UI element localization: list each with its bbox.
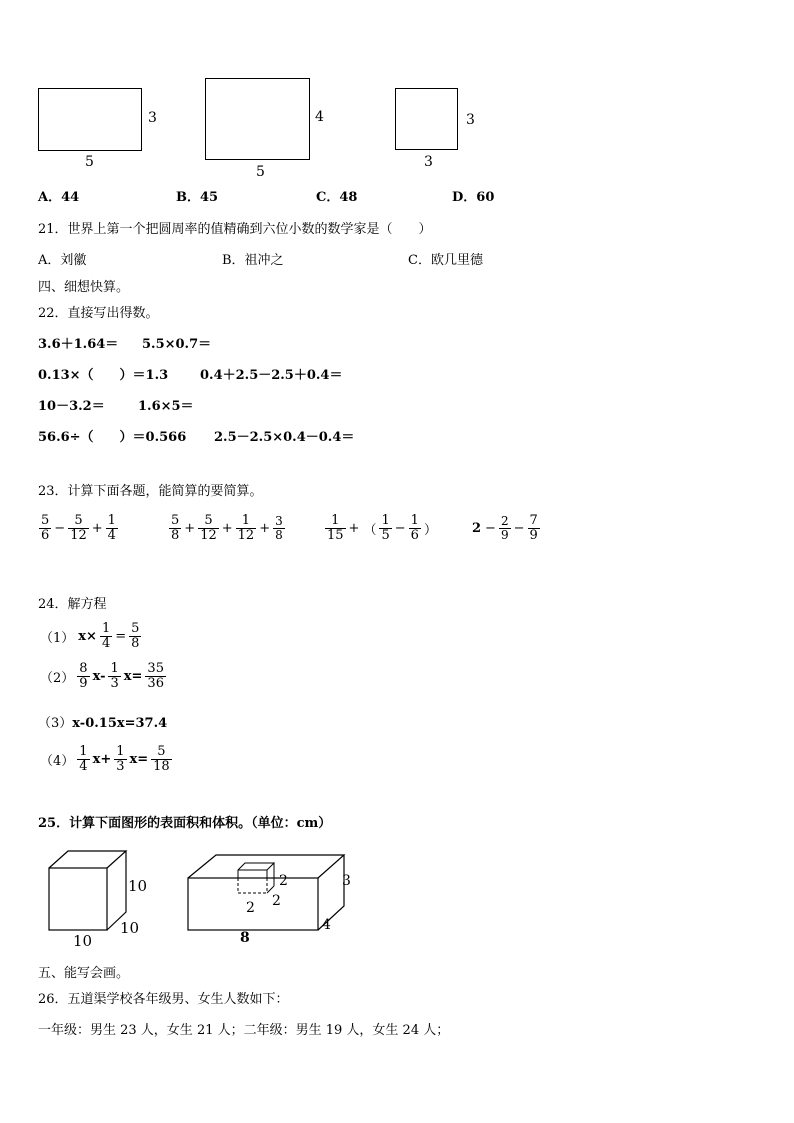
q22-r2-c2: 0.4＋2.5－2.5＋0.4＝ (200, 368, 343, 383)
q21-option-a[interactable]: A．刘徽 (38, 253, 87, 268)
q25-title: 25．计算下面图形的表面积和体积。（单位：cm） (38, 816, 332, 831)
box-figure (188, 855, 344, 930)
q20-option-c[interactable]: C．48 (316, 190, 358, 205)
q22-r3-c1: 10－3.2＝ (38, 399, 105, 414)
cube-depth-label: 10 (120, 919, 140, 937)
q21-option-c[interactable]: C．欧几里德 (408, 253, 483, 268)
box-length-label: 8 (240, 930, 250, 946)
cube-width-label: 10 (73, 932, 93, 950)
cube-height-label: 10 (128, 877, 148, 895)
section-5-heading: 五、能写会画。 (38, 966, 130, 981)
q24-eq-2: （2） $\frac{8}{9}$ x- $\frac{1}{3}$ x= $\frac{35}{36}$ (40, 661, 164, 691)
q26-title: 26．五道渠学校各年级男、女生人数如下： (38, 992, 289, 1007)
q22-r1-c2: 5.5×0.7＝ (142, 337, 212, 352)
q24-eq-3: （3）x-0.15x=37.4 (38, 716, 168, 731)
q22-title: 22．直接写出得数。 (38, 306, 159, 321)
section-4-heading: 四、细想快算。 (38, 280, 130, 295)
small-cube-height-label: 2 (279, 873, 288, 889)
q24-title: 24．解方程 (38, 597, 107, 612)
small-cube-width-label: 2 (246, 900, 255, 916)
q23-expr-4: 2 − $\frac{2}{9}$ − $\frac{7}{9}$ (472, 513, 538, 543)
small-cube-depth-label: 2 (272, 893, 281, 909)
rect2-height-label: 4 (315, 109, 324, 125)
q23-expr-2: $\frac{5}{8}$ + $\frac{5}{12}$ + $\frac{1}{12}$ + $\frac{3}{8}$ (171, 513, 283, 543)
q23-expr-3: $\frac{1}{15}$ + （ $\frac{1}{5}$ − $\frac{1}{6}$ ） (327, 513, 437, 543)
q22-r2-c1: 0.13×（ ）＝1.3 (38, 368, 169, 383)
q22-r4-c1: 56.6÷（ ）＝0.566 (38, 430, 187, 445)
rect1-height-label: 3 (148, 110, 157, 126)
q23-title: 23．计算下面各题，能简算的要简算。 (38, 484, 263, 499)
q22-r4-c2: 2.5－2.5×0.4－0.4＝ (214, 430, 355, 445)
rect2-width-label: 5 (256, 164, 265, 180)
q20-option-a[interactable]: A．44 (38, 190, 80, 205)
q24-eq-4: （4） $\frac{1}{4}$ x+ $\frac{1}{3}$ x= $\frac{5}{18}$ (40, 744, 170, 774)
q21-question: 21．世界上第一个把圆周率的值精确到六位小数的数学家是（ ） (38, 222, 432, 237)
box-height-label: 3 (342, 873, 351, 889)
q24-eq-1: （1） x× $\frac{1}{4}$ = $\frac{5}{8}$ (40, 621, 140, 651)
q26-line: 一年级：男生 23 人，女生 21 人；二年级：男生 19 人，女生 24 人； (38, 1023, 450, 1038)
cube-figure (49, 851, 126, 930)
square-height-label: 3 (466, 112, 475, 128)
q20-option-d[interactable]: D．60 (452, 190, 495, 205)
q20-option-b[interactable]: B．45 (176, 190, 219, 205)
q22-r3-c2: 1.6×5＝ (138, 399, 194, 414)
q21-option-b[interactable]: B．祖冲之 (222, 253, 284, 268)
box-width-label: 4 (322, 917, 331, 933)
q22-r1-c1: 3.6＋1.64＝ (38, 337, 119, 352)
rect1-width-label: 5 (85, 154, 94, 170)
square-width-label: 3 (424, 154, 433, 170)
q23-expr-1: $\frac{5}{6}$ − $\frac{5}{12}$ + $\frac{1}{4}$ (41, 513, 116, 543)
